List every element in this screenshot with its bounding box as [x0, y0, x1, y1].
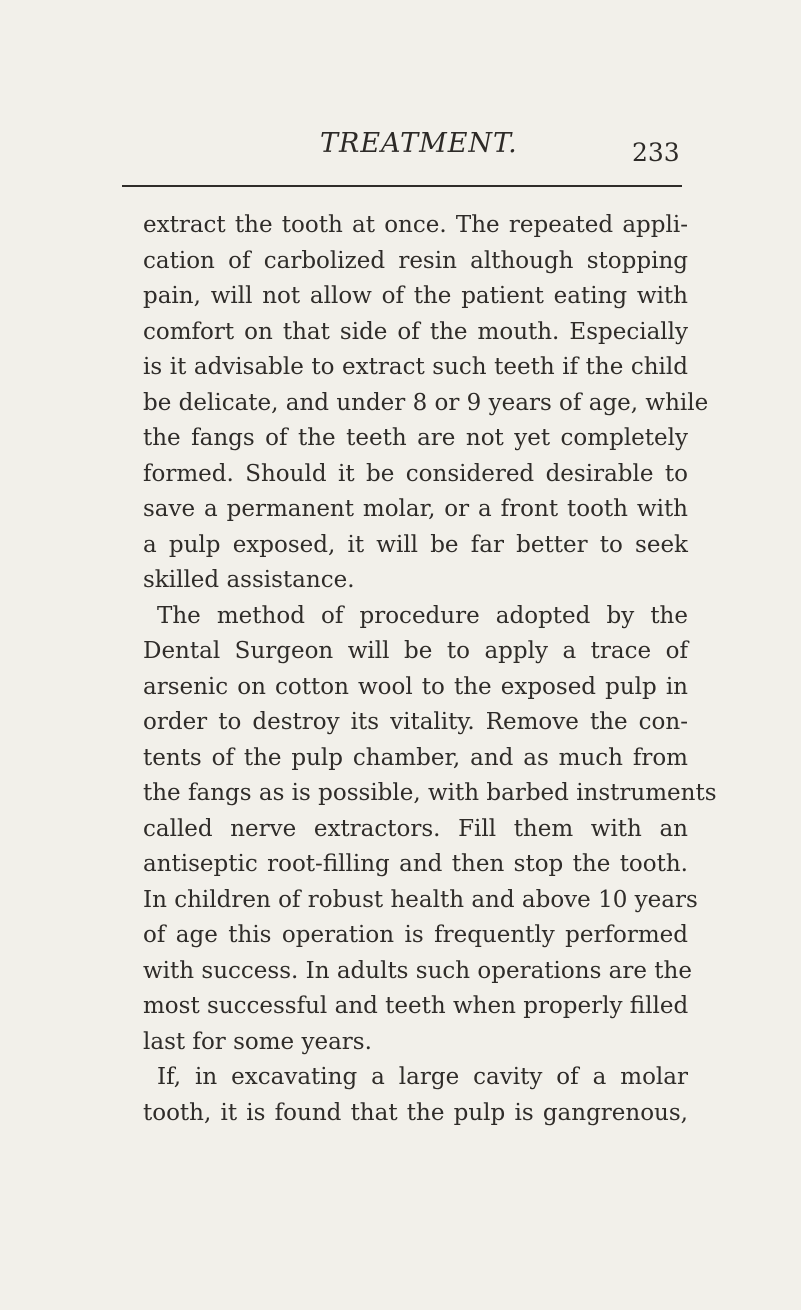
text-line: called nerve extractors. Fill them with an: [143, 815, 688, 842]
text-line: antiseptic root-filling and then stop the tooth.: [143, 851, 688, 877]
text-line: arsenic on cotton wool to the exposed pulp in: [143, 673, 688, 700]
text-line: a pulp exposed, it will be far better to seek: [143, 531, 688, 558]
text-line: order to destroy its vitality. Remove the con-: [143, 709, 688, 735]
text-line: Dental Surgeon will be to apply a trace of: [143, 638, 688, 664]
text-line: skilled assistance.: [143, 567, 355, 593]
text-line: tents of the pulp chamber, and as much from: [143, 744, 688, 771]
text-line: save a permanent molar, or a front tooth with: [143, 496, 688, 522]
text-line: is it advisable to extract such teeth if the child: [143, 354, 688, 380]
text-line: the fangs of the teeth are not yet completely: [143, 425, 688, 451]
text-line: If, in excavating a large cavity of a molar: [157, 1064, 688, 1090]
text-line: extract the tooth at once. The repeated appli-: [143, 212, 688, 238]
text-line: the fangs as is possible, with barbed instruments: [143, 780, 717, 806]
text-line: comfort on that side of the mouth. Especially: [143, 318, 688, 345]
text-line: The method of procedure adopted by the: [157, 602, 688, 629]
text-line: In children of robust health and above 10 years: [143, 886, 698, 913]
body-text: [143, 208, 717, 1131]
text-line: pain, will not allow of the patient eating with: [143, 283, 688, 309]
text-line: of age this operation is frequently performed: [143, 922, 688, 948]
text-line: with success. In adults such operations are the: [143, 957, 692, 984]
text-line: cation of carbolized resin although stopping: [143, 247, 688, 274]
running-head: TREATMENT.: [320, 128, 518, 159]
header-rule: [122, 185, 682, 187]
text-line: tooth, it is found that the pulp is gangrenous,: [143, 1099, 688, 1126]
page-number: 233: [632, 138, 680, 167]
text-line: be delicate, and under 8 or 9 years of age, while: [143, 389, 709, 416]
text-line: most successful and teeth when properly filled: [143, 993, 689, 1019]
text-line: last for some years.: [143, 1028, 372, 1055]
text-line: formed. Should it be considered desirable to: [143, 460, 688, 487]
